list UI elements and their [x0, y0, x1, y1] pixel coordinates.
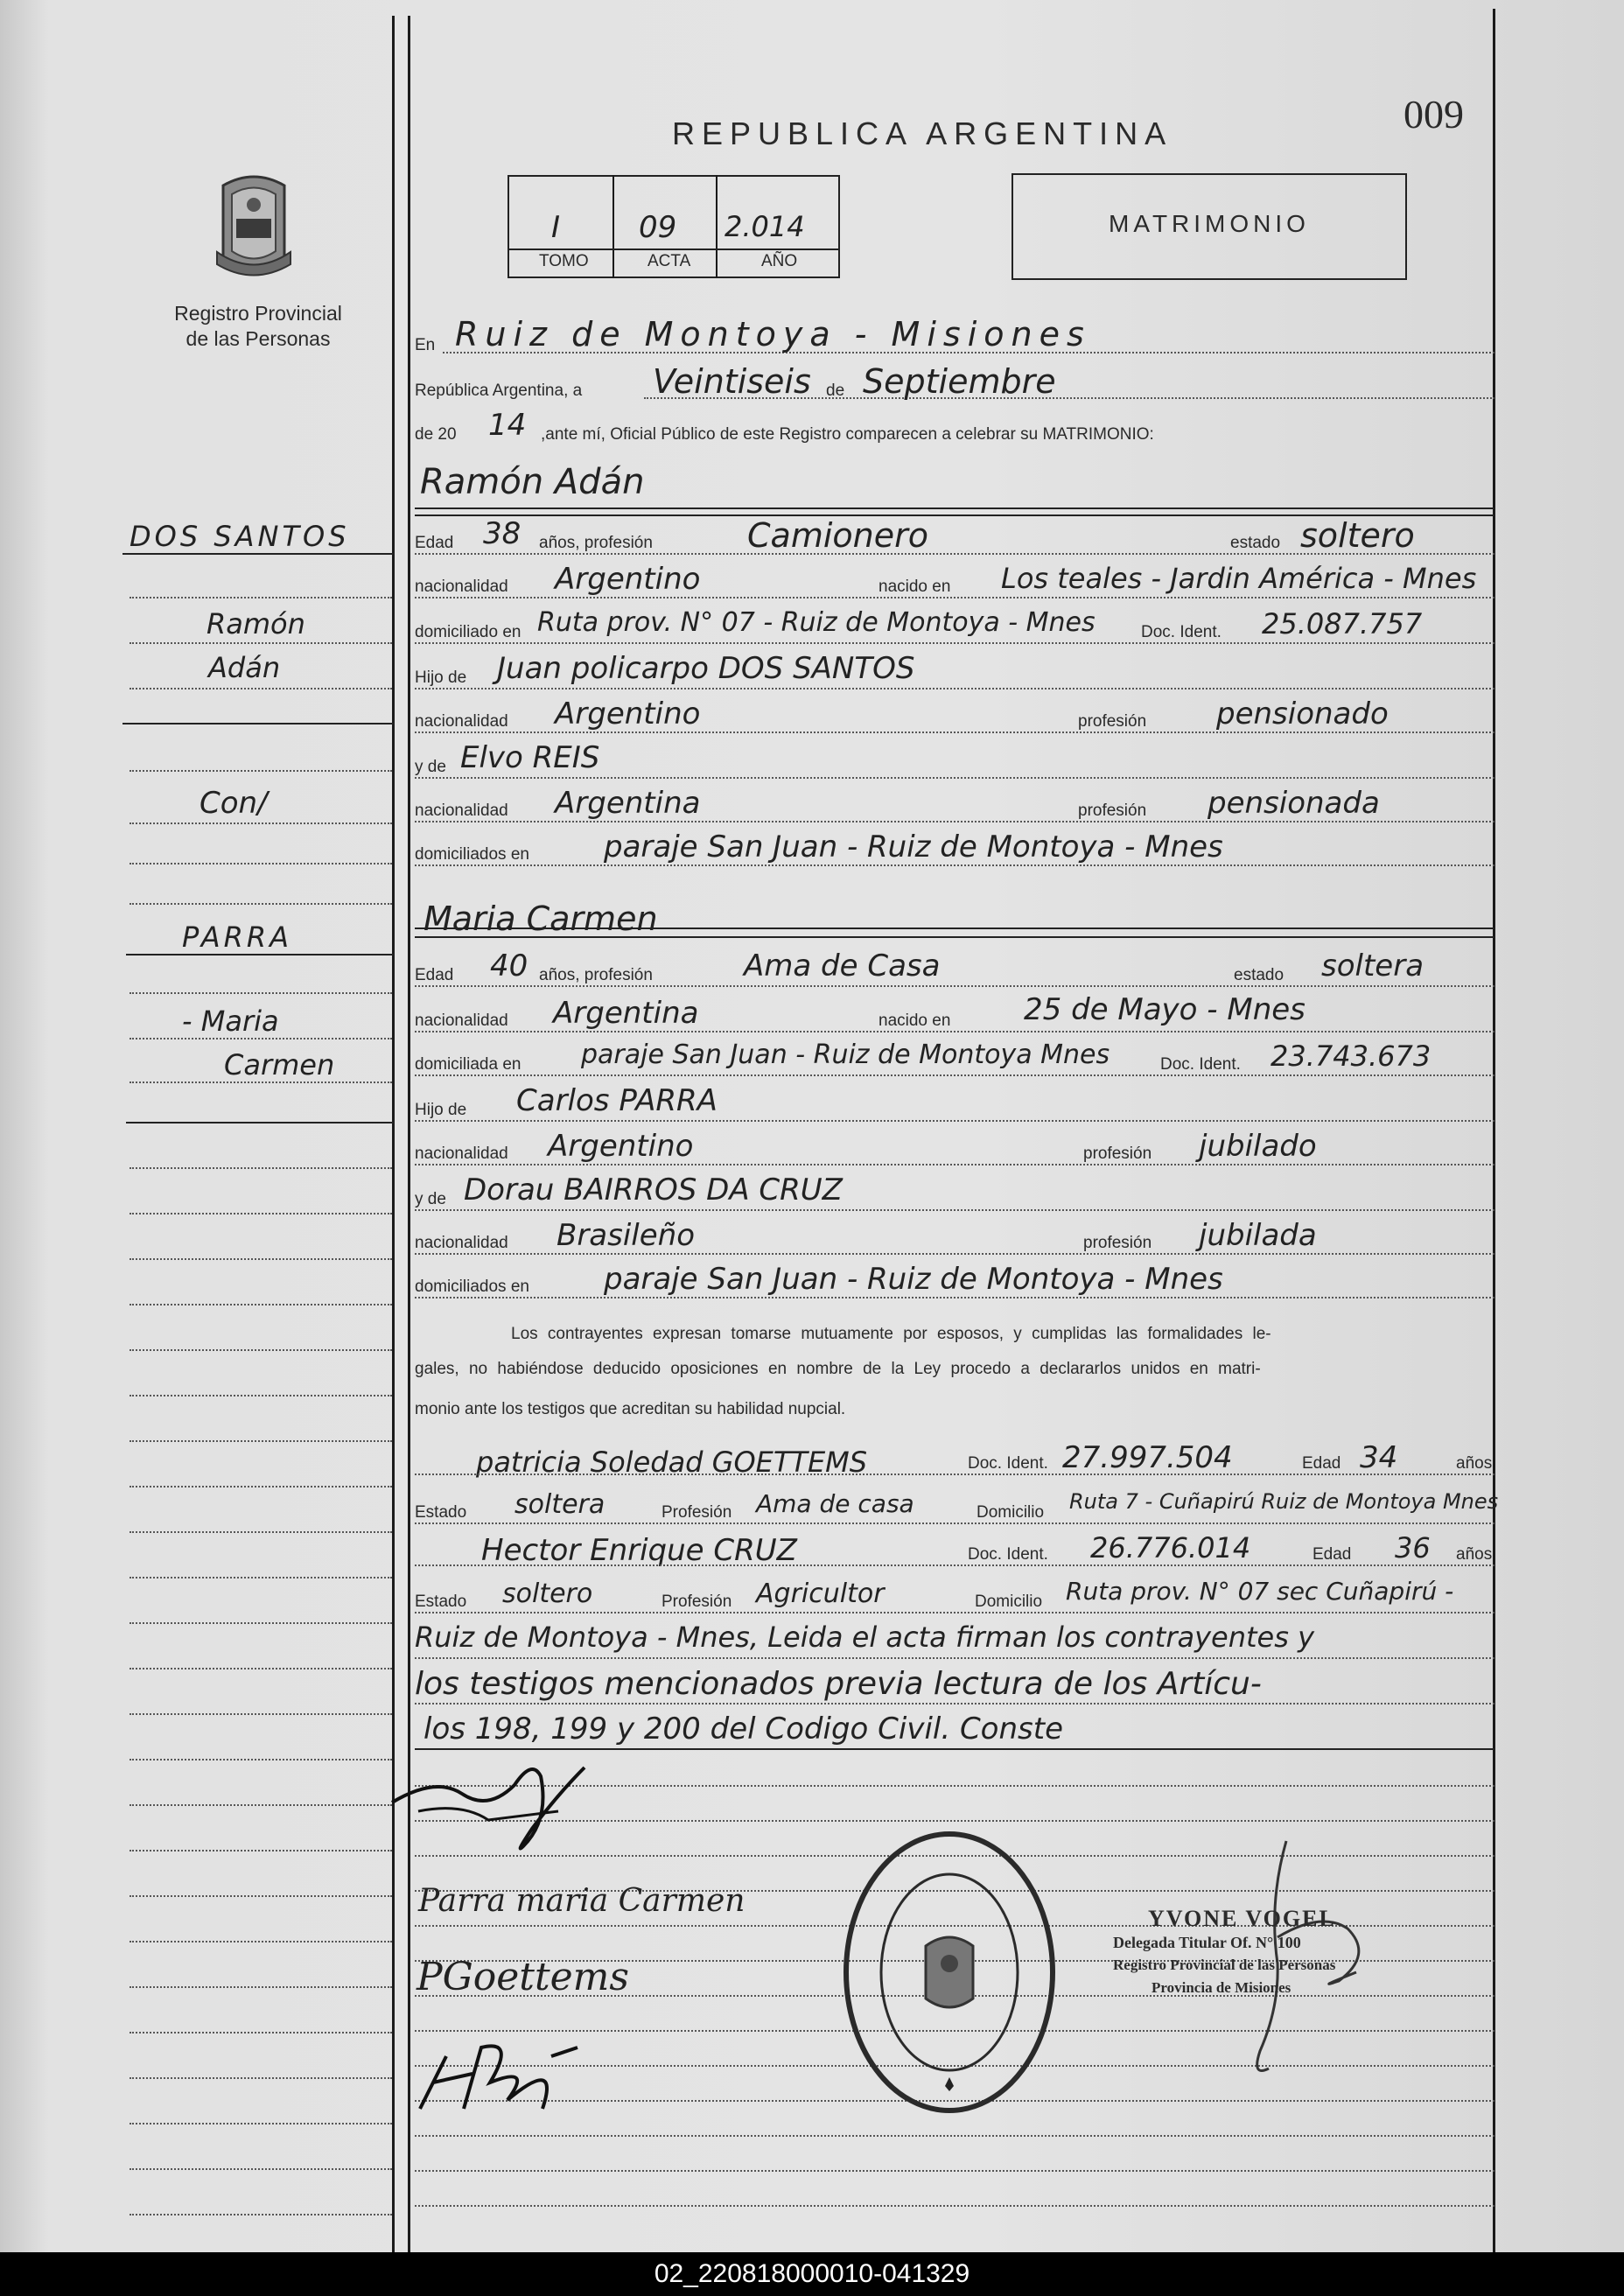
- witness2-doc: 26.776.014: [1090, 1531, 1251, 1564]
- groom-status: soltero: [1300, 516, 1415, 555]
- witness-signature: PGoettems: [416, 1955, 629, 1999]
- statement-line1: Los contrayentes expresan tomarse mutuamente por esposos, y cumplidas las formalidades le-: [511, 1325, 1271, 1343]
- bride-nationality: Argentina: [553, 996, 699, 1031]
- bride-birthplace: 25 de Mayo - Mnes: [1024, 992, 1306, 1027]
- bride-name: Maria Carmen: [424, 900, 658, 938]
- groom-age: 38: [483, 516, 522, 551]
- statement-line2: gales, no habiéndose deducido oposiciones en nombre de la Ley procedo a declararlos unidos en matri-: [415, 1360, 1261, 1378]
- page-number: 009: [1404, 92, 1464, 136]
- anio-label: AÑO: [761, 252, 798, 270]
- groom-name: Ramón Adán: [420, 462, 645, 502]
- image-id-footer: 02_220818000010-041329: [0, 2252, 1624, 2296]
- act-type: MATRIMONIO: [1109, 210, 1310, 237]
- document-page: REPUBLICA ARGENTINA 009 Registro Provincial de las Personas I 09 2.014 TOMO ACTA AÑO MATRIMONIO En Ruiz de Montoya - Misiones República Argentina, a Veintiseis de Septiembre de 20 14 ,ante mí, Oficial Público de este Registro comparecen a celebrar su MATRIMONIO: Ramón Adán Edad 38 años, profesión Camionero estado soltero nacionalidad Argentino nacido en Los teales - Jardin América - Mnes domiciliado en Ruta prov. N° 07 - Ruiz de Montoya - Mnes Doc. Ident. 25.087.757 Hijo de Juan policarpo DOS SANTOS nacionalidad Argentino profesión pensionado y de Elvo REIS nacionalidad Argentina profesión pensionada domiciliados en paraje San Juan - Ruiz de Montoya - Mnes Maria Carmen Edad 40 años, profesión Ama de Casa estado soltera nacionalidad Argentina nacido en 25 de Mayo - Mnes domiciliada en paraje San Juan - Ruiz de Montoya Mnes Doc. Ident. 23.743.673 Hijo de Carlos PARRA nacionalidad Argentino profesión jubilado y de Dorau BAIRROS DA CRUZ nacionalidad Brasileño profesión jubilada domiciliados en paraje San Juan - Ruiz de Montoya - Mnes Los contrayentes expresan tomarse mutuamente por esposos, y cumplidas las formalidades le- gales, no habiéndose deducido oposiciones en nombre de la Ley procedo a declararlos unidos en matri- monio ante los testigos que acreditan su habilidad nupcial. patricia Soledad GOETTEMS Doc. Ident. 27.997.504 Edad 34 años Estado soltera Profesión Ama de casa Domicilio Ruta 7 - Cuñapirú Ruiz de Montoya Mnes Hector Enrique CRUZ Doc. Ident. 26.776.014 Edad 36 años Estado soltero Profesión Agricultor Domicilio Ruta prov. N° 07 sec Cuñapirú - Ruiz de Montoya - Mnes, Leida el acta firman los contrayentes y los testigos mencionados previa lectura de los Artícu- los 198, 199 y 200 del Codigo Civil. Conste Parra maria Carmen PGoettems YVONE VOGEL Delegada Titular Of. N° 100 Registro Provincial de las Personas Provincia de Misiones DOS SANTOS Ramón Adán Con/ PARRA - Maria Carmen: [0, 0, 1624, 2252]
- witness2-name: Hector Enrique CRUZ: [481, 1533, 797, 1568]
- bride-status: soltera: [1321, 948, 1424, 984]
- groom-father-prof: pensionado: [1216, 696, 1389, 732]
- groom-mother-prof: pensionada: [1208, 786, 1380, 821]
- anio-value: 2.014: [724, 210, 805, 243]
- bride-signature: Parra maria Carmen: [418, 1883, 746, 1919]
- margin-bride-surname: PARRA: [182, 920, 292, 954]
- groom-nationality: Argentino: [555, 562, 701, 597]
- bride-parents-address: paraje San Juan - Ruiz de Montoya - Mnes: [604, 1262, 1223, 1297]
- groom-doc: 25.087.757: [1262, 607, 1423, 640]
- registry-name: Registro Provincial de las Personas: [174, 302, 342, 350]
- official-registry: Registro Provincial de las Personas: [1113, 1956, 1336, 1973]
- bride-mother-nat: Brasileño: [556, 1218, 696, 1253]
- groom-father-nat: Argentino: [555, 696, 701, 732]
- margin-conj: Con/: [200, 786, 268, 821]
- groom-mother: Elvo REIS: [460, 740, 600, 775]
- tomo-label: TOMO: [539, 252, 589, 270]
- witness2-status: soltero: [502, 1578, 593, 1609]
- year-value: 14: [488, 408, 527, 443]
- groom-father: Juan policarpo DOS SANTOS: [497, 651, 915, 686]
- bride-address: paraje San Juan - Ruiz de Montoya Mnes: [581, 1040, 1110, 1070]
- witness1-name: patricia Soledad GOETTEMS: [476, 1446, 868, 1479]
- witness2-age: 36: [1395, 1531, 1431, 1564]
- closing-line3: los 198, 199 y 200 del Codigo Civil. Conste: [424, 1712, 1063, 1746]
- bride-profession: Ama de Casa: [744, 948, 941, 984]
- bride-age: 40: [490, 948, 528, 984]
- official-title: Delegada Titular Of. N° 100: [1113, 1934, 1301, 1951]
- tomo-value: I: [551, 210, 561, 245]
- margin-groom-name2: Adán: [208, 651, 281, 684]
- groom-parents-address: paraje San Juan - Ruiz de Montoya - Mnes: [604, 830, 1223, 864]
- acta-label: ACTA: [648, 252, 691, 270]
- witness1-profession: Ama de casa: [756, 1489, 914, 1518]
- witness2-address: Ruta prov. N° 07 sec Cuñapirú -: [1066, 1577, 1454, 1606]
- bride-father-prof: jubilado: [1199, 1129, 1317, 1164]
- groom-profession: Camionero: [747, 516, 928, 555]
- day-value: Veintiseis: [653, 362, 811, 401]
- closing-line1: Ruiz de Montoya - Mnes, Leida el acta firman los contrayentes y: [415, 1620, 1315, 1654]
- witness1-age: 34: [1360, 1440, 1398, 1475]
- groom-address: Ruta prov. N° 07 - Ruiz de Montoya - Mnes: [537, 607, 1096, 638]
- bride-mother-prof: jubilada: [1199, 1218, 1317, 1253]
- witness1-doc: 27.997.504: [1062, 1440, 1233, 1475]
- official-name: YVONE VOGEL: [1148, 1906, 1336, 1931]
- country-title: REPUBLICA ARGENTINA: [672, 116, 1173, 151]
- witness1-status: soltera: [514, 1489, 606, 1520]
- bride-father-nat: Argentino: [548, 1129, 694, 1164]
- right-border: [1493, 9, 1495, 2252]
- acta-value: 09: [639, 210, 677, 245]
- registry-stamp: [838, 1824, 1060, 2121]
- groom-signature: [383, 1741, 611, 1864]
- margin-groom-surname: DOS SANTOS: [130, 520, 350, 553]
- statement-line3: monio ante los testigos que acreditan su habilidad nupcial.: [415, 1400, 846, 1418]
- bride-father: Carlos PARRA: [516, 1083, 718, 1118]
- groom-birthplace: Los teales - Jardin América - Mnes: [1001, 562, 1477, 595]
- margin-bride-name2: Carmen: [224, 1048, 335, 1082]
- official-province: Provincia de Misiones: [1152, 1979, 1292, 1996]
- witness2-signature: [411, 2030, 595, 2126]
- margin-groom-name1: Ramón: [206, 607, 305, 640]
- bride-doc: 23.743.673: [1270, 1040, 1432, 1073]
- margin-divider: [392, 16, 395, 2252]
- witness2-profession: Agricultor: [756, 1578, 885, 1609]
- place-value: Ruiz de Montoya - Misiones: [455, 315, 1091, 354]
- month-value: Septiembre: [863, 362, 1056, 401]
- margin-divider-inner: [408, 16, 410, 2252]
- witness1-address: Ruta 7 - Cuñapirú Ruiz de Montoya Mnes: [1069, 1489, 1499, 1514]
- province-seal-logo: [201, 168, 306, 282]
- closing-line2: los testigos mencionados previa lectura de los Artícu-: [415, 1666, 1262, 1702]
- bride-mother: Dorau BAIRROS DA CRUZ: [464, 1172, 843, 1208]
- groom-mother-nat: Argentina: [555, 786, 701, 821]
- margin-bride-name1: - Maria: [182, 1004, 279, 1038]
